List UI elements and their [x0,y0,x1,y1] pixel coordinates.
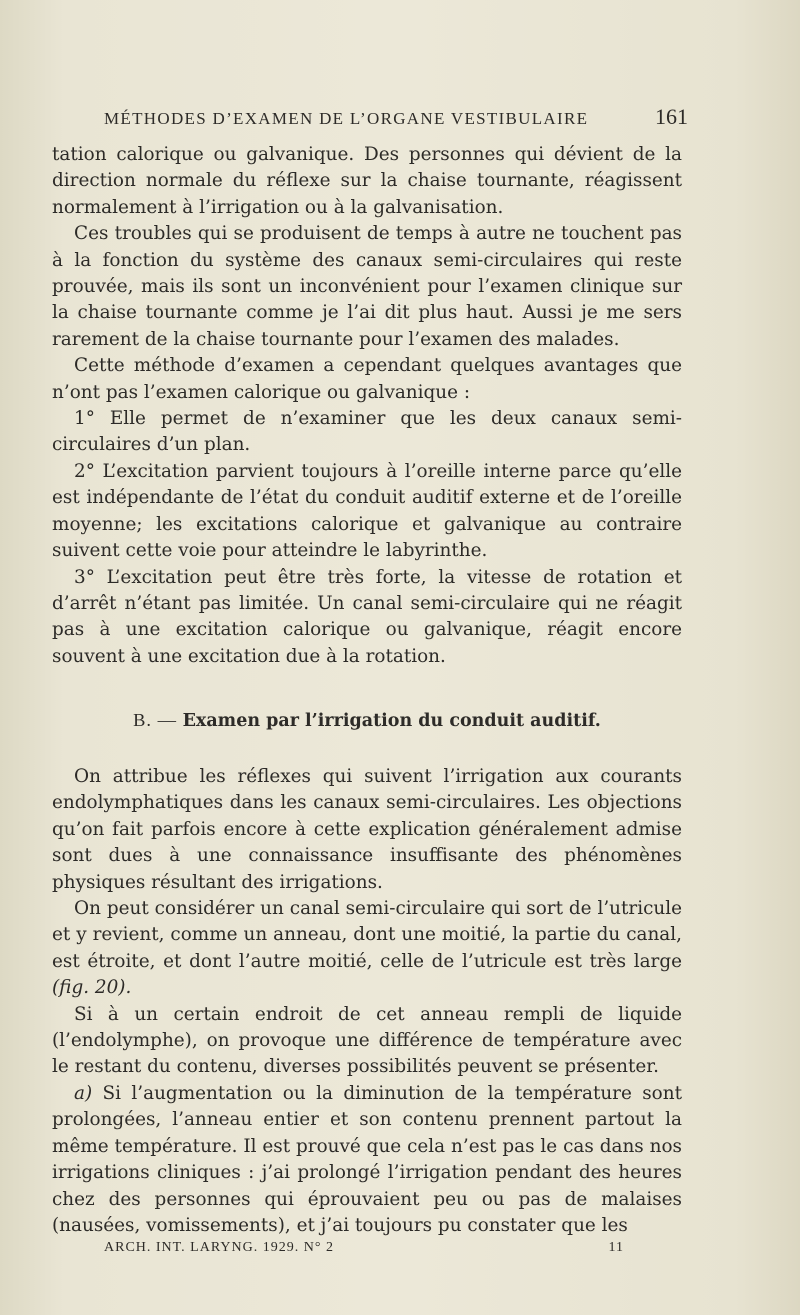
paragraph: Si à un certain endroit de cet anneau rempli de liquide (l’endolymphe), on provoque une différence de température avec le restant du contenu, diverses possibilités peuvent se présenter. [52,1003,682,1078]
running-header [104,104,688,130]
section-title: Examen par l’irrigation du conduit auditif. [182,711,601,731]
figure-reference: (fig. 20). [52,977,132,999]
item-label: a) [74,1082,93,1104]
running-title: MÉTHODES D’EXAMEN DE L’ORGANE VESTIBULAIRE [104,109,589,128]
list-item: 2° L’excitation parvient toujours à l’oreille interne parce qu’elle est indépendante de l’état du conduit auditif externe et de l’oreille moyenne; les excitations calorique et galvanique au contraire suivent cette voie pour atteindre le labyrinthe. [52,460,682,562]
list-item: 3° L’excitation peut être très forte, la vitesse de rotation et d’arrêt n’étant pas limitée. Un canal semi-circulaire qui ne réagit pas à une excitation calorique ou galvanique, réagit encore souvent à une excitation due à la rotation. [52,566,682,667]
journal-signature: ARCH. INT. LARYNG. 1929. N° 2 [104,1240,334,1255]
section-label: B. — [133,710,183,730]
body-text-top [52,142,682,670]
list-item [52,1081,682,1239]
sheet-signature: 11 [608,1240,624,1255]
list-item: 1° Elle permet de n’examiner que les deux canaux semi-circulaires d’un plan. [52,408,682,456]
page-footer [104,1240,624,1256]
paragraph: tation calorique ou galvanique. Des personnes qui dévient de la direction normale du réflexe sur la chaise tournante, réagissent normalement à l’irrigation ou à la galvanisation. [52,144,682,218]
paragraph: Ces troubles qui se produisent de temps à autre ne touchent pas à la fonction du système des canaux semi-circulaires qui reste prouvée, mais ils sont un inconvénient pour l’examen clinique sur la chaise tournante comme je l’ai dit plus haut. Aussi je me sers rarement de la chaise tournante pour l’examen des malades. [52,223,682,350]
paragraph: Cette méthode d’examen a cependant quelques avantages que n’ont pas l’examen calorique ou galvanique : [52,355,682,403]
paragraph-text: Si l’augmentation ou la diminution de la température sont prolongées, l’anneau entier et son contenu prennent partout la même température. Il est prouvé que cela n’est pas le cas dans nos irrigations cliniques : j’ai prolongé l’irrigation pendant des heures chez des personnes qui éprouvaient peu ou pas de malaises (nausées, vomissements), et j’ai toujours pu constater que les [52,1082,682,1236]
body-text-bottom [52,764,682,1239]
paragraph [52,896,682,1002]
section-heading [52,710,682,731]
paragraph: On attribue les réflexes qui suivent l’irrigation aux courants endolymphatiques dans les canaux semi-circulaires. Les objections qu’on fait parfois encore à cette explication généralement admise sont dues à une connaissance insuffisante des phénomènes physiques résultant des irrigations. [52,766,682,893]
paragraph-text: On peut considérer un canal semi-circulaire qui sort de l’utricule et y revient, comme un anneau, dont une moitié, la partie du canal, est étroite, et dont l’autre moitié, celle de l’utricule est très large [52,898,682,972]
page-number: 161 [655,104,688,129]
